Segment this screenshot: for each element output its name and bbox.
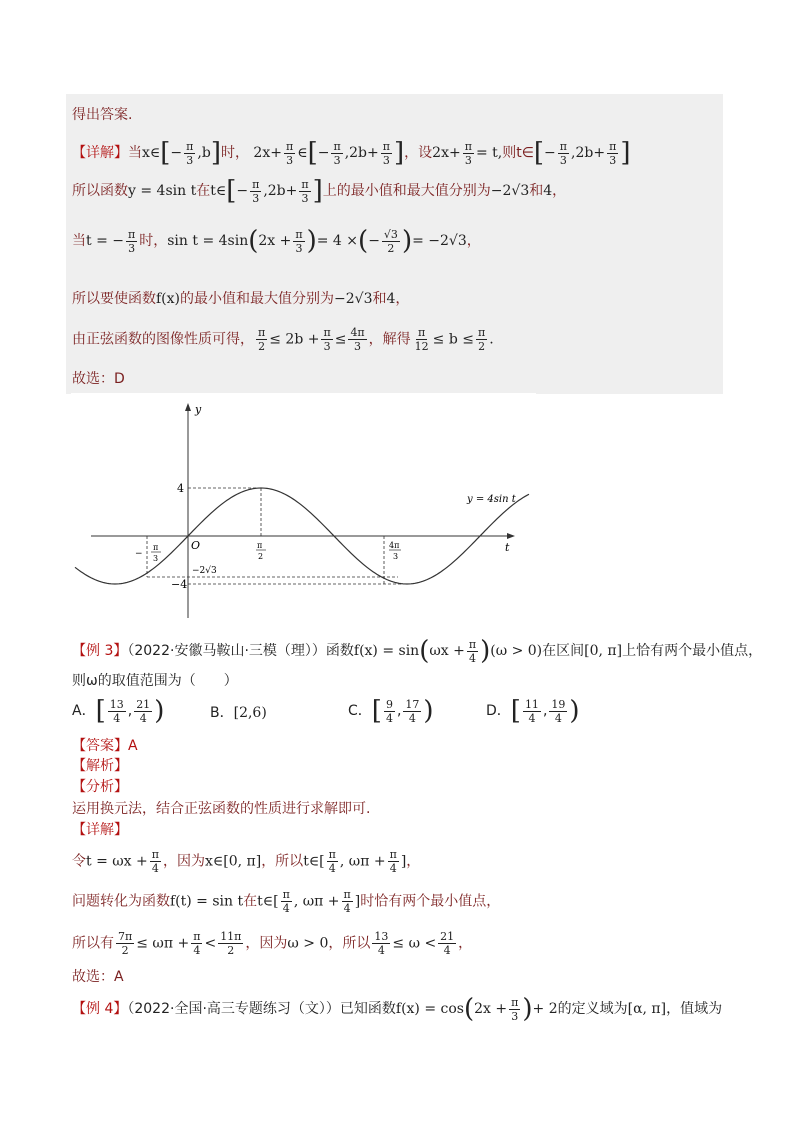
neg-sign: − <box>170 145 183 161</box>
t-label: t <box>505 541 510 554</box>
tick-neg-pi3-den: 3 <box>153 554 159 563</box>
option-b[interactable]: B．[2,6) <box>210 705 267 721</box>
ling-line: 令t = ωx + $\frac{\pi}{4}$ ，因为x∈[0, π]，所以t∈[ $\frac{\pi}{4}$ , ωπ + $\frac{\pi}{4}$ ]， <box>72 848 421 875</box>
frac-pi-3b: $\frac{\pi}{3}$ <box>285 139 294 167</box>
option-d[interactable]: D．[ $\frac{11}{4}$ , $\frac{19}{4}$ ) <box>486 696 580 726</box>
example-3-tag: 【例 3】 <box>72 643 128 659</box>
set-text: ，设 <box>404 145 433 161</box>
origin-label: O <box>191 539 201 552</box>
line-conclusion: 得出答案. <box>72 107 133 123</box>
detail-line-1: 【详解】当x∈[− $\frac{\pi}{3}$ ,b]时， 2x+ $\frac{\pi}{3}$ ∈[− $\frac{\pi}{3}$ ,2b+ $\frac{\pi}{3}$ ]，设2x+ $\frac{\pi}{3}$ = t,则t∈[− $\frac{\pi}{3}$ ,2b+ $\frac{\pi}{3}$ ] <box>72 138 631 168</box>
detail-line-2: 所以函数y = 4sin t在t∈[− $\frac{\pi}{3}$ ,2b+ $\frac{\pi}{3}$ ]上的最小值和最大值分别为−2√3和4， <box>72 176 567 206</box>
choose-d: 故选：D <box>72 371 125 387</box>
x-in: x∈ <box>142 145 161 161</box>
detail-tag: 【详解】 <box>72 145 128 161</box>
detail-line-5: 由正弦函数的图像性质可得， $\frac{\pi}{2}$ ≤ 2b + $\frac{\pi}{3}$ ≤ $\frac{4\pi}{3}$ ，解得 $\frac{\pi}{12}$ ≤ b ≤ $\frac{\pi}{2}$ . <box>72 326 494 353</box>
bracket-open: [ <box>160 138 171 168</box>
analysis-line: 【解析】 <box>72 758 128 774</box>
curve-label: y = 4sin t <box>467 494 516 505</box>
tick-4pi3-num: 4π <box>389 541 400 550</box>
eq-t: = t, <box>475 145 503 161</box>
tick-pi2-num: π <box>257 541 263 550</box>
y-min-label: −4 <box>171 578 188 591</box>
sine-graph-svg <box>71 393 536 623</box>
b-text: ,b <box>197 145 211 161</box>
option-a[interactable]: A．[ $\frac{13}{4}$ , $\frac{21}{4}$ ) <box>72 696 165 726</box>
example-3-line-1: 【例 3】（2022·安徽马鞍山·三模（理））函数f(x) = sin(ωx + $\frac{\pi}{4}$ )(ω > 0)在区间[0, π]上恰有两个最小值点， <box>72 636 763 666</box>
y-max-label: 4 <box>177 482 184 495</box>
sine-graph <box>71 393 536 623</box>
so-have-line: 所以有 $\frac{7\pi}{2}$ ≤ ωπ + $\frac{\pi}{4}$ < $\frac{11\pi}{2}$ ，因为ω > 0，所以 $\frac{13}{4}$ ≤ ω < $\frac{21}{4}$ ， <box>72 930 473 957</box>
example-4-tag: 【例 4】 <box>72 1001 128 1017</box>
when-suffix: 时， <box>220 145 249 161</box>
func-4sin-t: y = 4sin t <box>128 183 197 199</box>
when-text: 当 <box>128 145 142 161</box>
frac-pi-3: $\frac{\pi}{3}$ <box>186 139 194 167</box>
expr-2x: 2x+ <box>253 145 282 161</box>
answer-line: 【答案】A <box>72 738 138 754</box>
tick-neg-sign: − <box>135 549 143 559</box>
problem-line: 问题转化为函数f(t) = sin t在t∈[ $\frac{\pi}{4}$ , ωπ + $\frac{\pi}{4}$ ]时恰有两个最小值点， <box>72 888 501 915</box>
method-line: 运用换元法，结合正弦函数的性质进行求解即可. <box>72 801 371 817</box>
example-4-line: 【例 4】（2022·全国·高三专题练习（文））已知函数f(x) = cos(2x + $\frac{\pi}{3}$ )+ 2的定义域为[α, π]，值域为 <box>72 994 723 1024</box>
example-3-line-2: 则ω的取值范围为（ ） <box>72 673 238 689</box>
xiangjie-line: 【详解】 <box>72 822 128 838</box>
fenxi-line: 【分析】 <box>72 779 128 795</box>
then-text: 则t∈ <box>502 145 534 161</box>
tick-pi2-den: 2 <box>258 552 264 561</box>
detail-line-3: 当t = − $\frac{\pi}{3}$ 时，sin t = 4sin(2x + $\frac{\pi}{3}$ )= 4 ×(− $\frac{√3}{2}$ )= −2√3， <box>72 226 481 256</box>
y-axis-arrow <box>185 403 191 411</box>
tick-neg-pi3-num: π <box>153 543 159 552</box>
bracket-close: ] <box>210 138 221 168</box>
neg-2sqrt3-label: −2√3 <box>192 566 217 576</box>
t-axis-arrow <box>507 533 515 539</box>
detail-line-4: 所以要使函数f(x)的最小值和最大值分别为−2√3和4， <box>72 291 410 307</box>
y-label: y <box>195 403 202 416</box>
tick-4pi3-den: 3 <box>393 552 399 561</box>
option-c[interactable]: C．[ $\frac{9}{4}$ , $\frac{17}{4}$ ) <box>348 696 434 726</box>
in-sign: ∈ <box>297 145 308 161</box>
choose-a: 故选：A <box>72 969 124 985</box>
